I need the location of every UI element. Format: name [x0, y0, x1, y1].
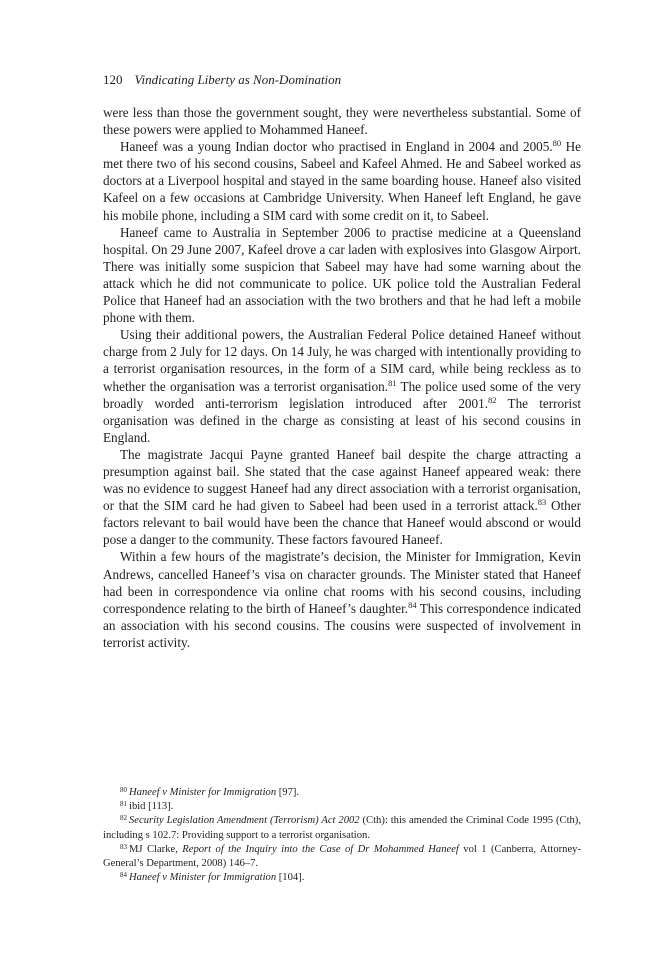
footnote-number: 81 [120, 800, 127, 809]
running-head [103, 72, 581, 88]
paragraph [103, 326, 581, 446]
footnote-ref[interactable]: 80 [552, 138, 562, 149]
footnote-ref[interactable]: 84 [408, 599, 417, 610]
footnote-number: 84 [120, 871, 127, 880]
footnote-text: ibid [113]. [129, 801, 174, 813]
running-title: Vindicating Liberty as Non-Domination [134, 72, 342, 87]
paragraph-text: Using their additional powers, the Australian Federal Police detained Haneef without charge from 2 July for 12 days. On 14 July, he was charged with intentionally providing to a terrorist organisation resources, in the form of a SIM card, while being reckless as to whether the organisation was a terrorist organisation. [103, 327, 581, 394]
body-text [103, 104, 581, 651]
footnote [103, 814, 581, 842]
footnote-text: MJ Clarke, [129, 843, 183, 855]
footnote-ref[interactable]: 83 [537, 497, 547, 508]
paragraph-text: The terrorist organisation was defined in the charge as consisting at least of his second cousins in England. [103, 395, 582, 445]
footnote [103, 800, 581, 814]
footnote [103, 786, 581, 800]
paragraph-text: The police used some of the very broadly worded anti-terrorism legislation introduced after 2001. [103, 378, 581, 411]
page-number: 120 [103, 72, 123, 87]
footnote-text: (Cth): this amended the Criminal Code 1995 (Cth), including s 102.7: Providing support to a terrorist organisation. [103, 815, 581, 841]
footnote-ref[interactable]: 81 [388, 377, 397, 388]
paragraph-text: The magistrate Jacqui Payne granted Haneef bail despite the charge attracting a presumption against bail. She stated that the case against Haneef appeared weak: there was no evidence to suggest Haneef had any direct association with a terrorist organisation, or that the SIM card he had given to Sabeel had been used in a terrorist attack. [103, 446, 581, 514]
paragraph [103, 104, 581, 138]
footnote-text: vol 1 (Canberra, Attorney-General’s Department, 2008) 146–7. [103, 843, 581, 870]
footnote-italic: Haneef v Minister for Immigration [129, 872, 277, 884]
footnotes [103, 786, 581, 885]
footnote-ref[interactable]: 82 [488, 394, 497, 405]
footnote-number: 83 [120, 842, 127, 851]
paragraph [103, 446, 581, 549]
paragraph-text: were less than those the government sought, they were nevertheless substantial. Some of these powers were applied to Mohammed Haneef. [103, 105, 581, 138]
footnote [103, 843, 581, 871]
footnote-italic: Report of the Inquiry into the Case of Dr Mohammed Haneef [182, 843, 459, 855]
footnote-italic: Security Legislation Amendment (Terrorism) Act 2002 [129, 815, 360, 827]
footnote-italic: Haneef v Minister for Immigration [129, 787, 277, 798]
paragraph-text: He met there two of his second cousins, Sabeel and Kafeel Ahmed. He and Sabeel worked as doctors at a Liverpool hospital and stayed in the same boarding house. Haneef also visited Kafeel on a few occasions at Cambridge University. When Haneef left England, he gave his mobile phone, including a SIM card with some credit on it, to Sabeel. [103, 139, 581, 223]
paragraph [103, 548, 581, 651]
paragraph-text: Haneef came to Australia in September 2006 to practise medicine at a Queensland hospital. On 29 June 2007, Kafeel drove a car laden with explosives into Glasgow Airport. There was initially some suspicion that Sabeel may have had some warning about the attack which he did not communicate to police. UK police told the Australian Federal Police that Haneef had an association with the two brothers and that he had left a mobile phone with them. [103, 224, 581, 326]
paragraph-text: This correspondence indicated an association with his second cousins. The cousins were suspected of involvement in terrorist activity. [103, 600, 581, 650]
footnote-number: 82 [120, 814, 127, 823]
footnote-number: 80 [120, 786, 127, 794]
paragraph [103, 224, 581, 327]
paragraph-text: Haneef was a young Indian doctor who practised in England in 2004 and 2005. [120, 139, 553, 155]
paragraph-text: Other factors relevant to bail would have been the chance that Haneef would abscond or would pose a danger to the community. These factors favoured Haneef. [103, 498, 582, 548]
paragraph [103, 138, 581, 223]
page [103, 72, 581, 651]
paragraph-text: Within a few hours of the magistrate’s decision, the Minister for Immigration, Kevin Andrews, cancelled Haneef’s visa on character grounds. The Minister stated that Haneef had been in correspondence via online chat rooms with his second cousins, including correspondence relating to the birth of Haneef’s daughter. [103, 549, 581, 616]
footnote-text: [97]. [276, 787, 300, 798]
footnote [103, 871, 581, 885]
footnote-text: [104]. [276, 872, 305, 884]
